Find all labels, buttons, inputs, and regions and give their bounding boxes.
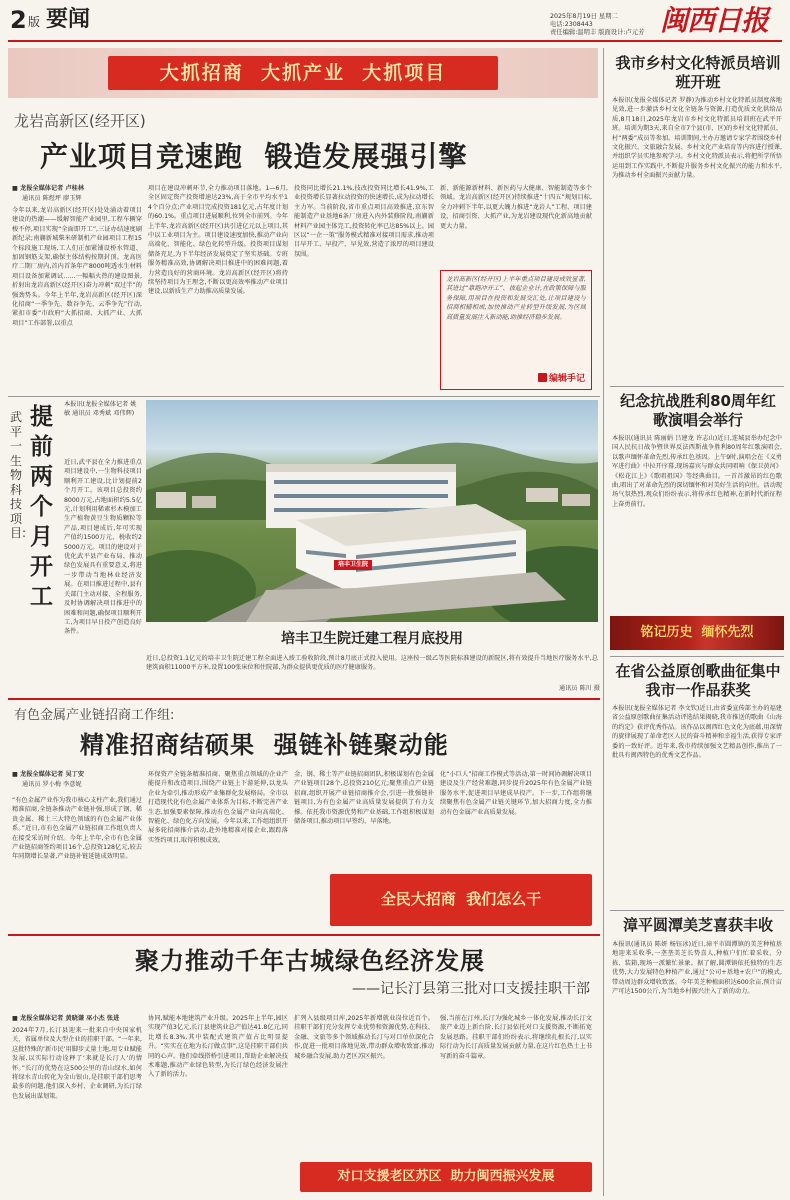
phone-line: 电话:2308443 <box>550 21 593 28</box>
lead-byline-2: 通讯员 陈煜坪 廖玉辉 <box>22 195 82 202</box>
photo-caption-credit: 通讯员 陈川 摄 <box>558 685 600 692</box>
sidebar-vertical-kicker: 武平一生物科技项目: <box>10 410 27 540</box>
mid-rule-2 <box>8 934 600 936</box>
page-suffix: 版 <box>28 15 41 29</box>
green-col-3: 扩列入县级项目库,2025年新增就业岗位近百个。挂职干部们充分发挥专业优势和资源优势,在科技、金融、文旅等多个领域推动长汀与对口单位深化合作,促进一批项目落地见效,带动群众增收致富,推动城乡融合发展,助力老区苏区振兴。 <box>294 1015 434 1060</box>
date-line: 2025年8月19日 星期二 <box>550 13 618 20</box>
editor-note-text: 龙岩高新区(经开区)上半年重点项目建设成效显著,其进过“靠跑冲开工”、拔起企业计,在政策保障与服务保障,用项目在投资和发展交汇处,让项目建设与招商相辅相成,加快推动产业转型升级发展,为区域高质量发展注入新动能,助推经济稳步发展。 <box>446 276 586 321</box>
lead-bottom-rule <box>8 396 600 397</box>
green-byline: ■ 龙报全媒体记者 黄晓谦 巫小杰 张进 <box>12 1015 120 1022</box>
green-banner <box>300 1162 592 1192</box>
masthead <box>0 0 790 44</box>
hospital-photo <box>146 400 598 622</box>
green-col-1: 2024年7月,长汀县迎来一批来自中央国家机关、省属单位及大型企业的挂职干部。“一年来,这批特殊的‘新市民’用脚步丈量土地,用专业赋能发展,以实际行动诠释了‘来就是长汀人’的情怀。”长汀的优势在这500公里的青山绿水,如何将绿水青山转化为金山银山,是挂职干部们思考最多的问题,他们深入乡村、企业调研,为长汀绿色发展出谋划策。 <box>12 1027 142 1100</box>
hospital-photo-art <box>146 400 598 622</box>
sidebar-body-top: 近日,武平县在全力推进重点项目建设中,一生物科技项目顺利开工建设,比计划提前2个月开工。该项目总投资约8000万元,占地面积约5.5亿元,计划利用稀素杉木模加工生产植物黄豆生物质颗粒等产品,项目建成后,年可实现产值约1500万元、税收约25000万元。项目的建设对于优化武平县产业布局、推动绿色发展具有重要意义,将进一步带动当地林业经济发展。在项目推进过程中,县有关部门主动对接、全程服务,及时协调解决项目推进中的困难和问题,确保项目顺利开工,为项目早日投产创造良好条件。 <box>64 459 142 636</box>
mid-rule-1 <box>8 698 600 700</box>
metals-byline-1: ■ 龙报全媒体记者 吴丁安 <box>12 771 85 778</box>
lead-col-4: 新、新能源新材料、新医药与大健康、智能制造等多个领域。龙岩高新区(经开区)持续推进“十四五”规划目标,全力冲刺下半年,以更大魄力推进“龙岩人”工程、项目建设、招商引资、大抓产业,为龙岩建设现代化新高地贡献更大力量。 <box>440 185 592 230</box>
green-subhead: ——记长汀县第三批对口支援挂职干部 <box>352 981 590 997</box>
right-story4-body: 本报讯(通讯员 陈妍 杨钰冰)近日,漳平市圆潭镇的美芝种植基地迎来采收季,一垄垄美芝长势喜人,种植户们忙着采收、分拣、装箱,现场一派繁忙景象。据了解,圆潭镇依托独特的生态优势,大力发展特色种植产业,通过“公司+基地+农户”的模式,带动周边群众增收致富。今年美芝种植面积达600余亩,预计亩产可达1500公斤,为当地乡村振兴注入了新的动力。 <box>612 941 782 996</box>
lead-kicker: 龙岩高新区(经开区) <box>14 112 146 130</box>
metals-kicker: 有色金属产业链招商工作组: <box>14 708 175 723</box>
right-rule-3 <box>610 910 784 911</box>
section-title: 要闻 <box>46 7 91 32</box>
metals-col-1: “有色金属产业作为我市核心支柱产业,我们通过精准招商,全链条推动产业链补强,形成了钢、稀贵金属、稀土三大特色领域的有色金属产业体系。”近日,市有色金属产业链招商工作组负责人在接受采访时介绍。今年上半年,全市有色金属产业链招商签约项目16个,总投资128亿元,较去年同期增长显著,产业链补链延链成效明显。 <box>12 797 142 861</box>
metals-banner <box>330 874 592 926</box>
green-col-2: 协同,赋能本地建筑产业升级。2025年上半年,园区实现产值3亿元,长汀县建筑业总产值达41.8亿元,同比增长8.3%,其中装配式建筑产值占比明显提升。“实实在在地为长汀做点事”,这是挂职干部们共同的心声。他们牵线搭桥引进项目,帮助企业解决技术难题,推动产业绿色转型,为长汀绿色经济发展注入了新的活力。 <box>148 1015 288 1079</box>
editor-note-sign: 编辑手记 <box>538 373 585 385</box>
memorial-photo <box>610 616 784 650</box>
lead-byline-1: ■ 龙报全媒体记者 卢桂林 <box>12 185 85 192</box>
metals-banner-text: 全民大招商 我们怎么干 <box>380 890 542 908</box>
right-column-divider <box>603 48 604 1196</box>
metals-col-3: 金、钢、稀土等产业链招商团队,积极谋划有色金属产业链项目28个,总投资210亿元;聚焦重点产业链招商,组织开展产业链招商推介会,引进一批强链补链项目,为有色金属产业高质量发展提供了有力支撑。依托我市资源优势和产业基础,工作组积极谋划储备项目,推动项目早签约、早落地。 <box>294 771 434 826</box>
right-story4-title: 漳平圆潭美芝喜获丰收 <box>622 916 773 934</box>
right-rule-2 <box>610 656 784 657</box>
pen-icon <box>538 373 547 382</box>
green-banner-text: 对口支援老区苏区 助力闽西振兴发展 <box>337 1169 555 1184</box>
page-number: 2 <box>10 6 27 34</box>
right-rule-1 <box>610 386 784 387</box>
metals-col-4: 化“小巨人”招商工作模式等活动,第一时间协调解决项目建设及生产经营难题,同步提升2025年有色金属产业链服务水平,促进项目早建成早投产。下一步,工作组将继续聚焦有色金属产业链关键环节,加大招商力度,全力推动有色金属产业高质量发展。 <box>440 771 592 816</box>
right-story1-body: 本报讯(龙报全媒体记者 罗静)为推动乡村文化特派员制度落地见效,进一步激活乡村文化全链条与资源,打造优质文化供给品质,8月18日,2025年龙岩市乡村文化特派员培训班在武平开班。培训为期3天,来自全市7个县(市、区)的乡村文化特派员、村“两委”成员等参加。培训期间,主办方邀请专家学者围绕乡村文化振兴、文旅融合发展、乡村文化产业培育等内容进行授课,并组织学员实地参观学习。乡村文化特派员表示,将把所学所悟运用到工作实践中,不断提升服务乡村文化振兴的能力和水平,为推动乡村全面振兴贡献力量。 <box>612 97 782 180</box>
right-story3-body: 本报讯(龙报全媒体记者 李文钦)近日,由省委宣传部主办的福建省公益原创歌曲征集活动评选结果揭晓,我市推送的歌曲《山海的约定》获评优秀作品。该作品以闽西红色文化为底蕴,用深情的旋律展现了革命老区人民的奋斗精神和幸福生活,获得专家评委的一致好评。近年来,我市持续加强文艺精品创作,推出了一批具有闽西特色的优秀文艺作品。 <box>612 705 782 760</box>
editor-note-box <box>440 270 592 390</box>
sidebar-headline: 提前两个月开工 <box>30 404 53 610</box>
photo-caption-headline: 培丰卫生院迁建工程月底投用 <box>281 631 463 647</box>
editor-line: 责任编辑:温明丰 版面设计:卢元芳 <box>550 29 645 36</box>
right-story3-title: 在省公益原创歌曲征集中我市一作品获奖 <box>615 662 781 699</box>
metals-headline: 精准招商结硕果 强链补链聚动能 <box>80 731 449 759</box>
top-banner <box>8 48 598 98</box>
green-col-4: 强,当前在汀州,长汀为强化城乡一体化发展,推动长汀文旅产业迈上新台阶,长汀县依托对口支援资源,不断拓宽发展思路。挂职干部们纷纷表示,将继续扎根长汀,以实际行动为长汀高质量发展贡献力量,在这片红色热土上书写新的奋斗篇章。 <box>440 1015 592 1060</box>
photo-caption-body: 近日,总投资1.1亿元的培丰卫生院迁建工程全面进入竣工验收阶段,预计8月底正式投入使用。这座按一级乙等医院标准建设的新院区,将有效提升当地医疗服务水平,总建筑面积11000平方米,设置100张床位和住院部,为群众提供更优质的医疗健康服务。 <box>146 655 598 672</box>
lead-col-3: 投资同比增长21.1%,技改投资同比增长41.9%,工业投资增长显著拉动投资的快速增长,成为拉动增长主力军。当前阶段,省市重点项目高效推进,京东智能制造产业基地6条厂房进入内外装修阶段,南蒯新材料产业园主体完工,投资转化率已达85%以上。园区以“一企一策”服务模式精准对接项目需求,推动项目早开工、早投产、早见效,营造了浓厚的项目建设氛围。 <box>294 185 434 258</box>
memorial-photo-label: 铭记历史 缅怀先烈 <box>640 625 754 640</box>
right-story2-title: 纪念抗战胜利80周年红歌演唱会举行 <box>620 392 776 429</box>
paper-logo: 闽西日报 <box>660 4 769 37</box>
sidebar-byline: 本报讯(龙报全媒体记者 姚敏 通讯员 邓秀斌 邓伟辉) <box>64 401 137 418</box>
metals-col-2: 环保资产全链条精准招商、聚焦重点领域的企业产能提升和改造项目,围绕产业链上下游延伸,以龙头企业为牵引,推动形成产业集群化发展格局。全市以打造现代化有色金属产业体系为目标,不断完善产业生态,加强要素保障,推动有色金属产业向高端化、智能化、绿色化方向发展。今年以来,工作组组织开展多轮招商推介活动,赴外地精准对接企业,跟踪落实签约项目,取得积极成效。 <box>148 771 288 844</box>
right-story2-body: 本报讯(通讯员 陈丽娟 吕建龙 许志山)近日,连城县举办纪念中国人民抗日战争暨世界反法西斯战争胜利80周年红歌演唱会,以歌声缅怀革命先烈,传承红色基因。上午9时,演唱会在《义勇军进行曲》中拉开序幕,现场嘉宾与群众共同唱响《保卫黄河》《松花江上》《歌唱祖国》等经典曲目。一首首激昂的红色歌曲,唱出了对革命先烈的深切缅怀和对美好生活的向往。活动现场气氛热烈,观众们纷纷表示,将传承红色精神,在新时代新征程上奋勇前行。 <box>612 435 782 508</box>
banner-slogan: 大抓招商 大抓产业 大抓项目 <box>159 62 447 84</box>
masthead-rule <box>8 40 782 42</box>
metals-byline-2: 通讯员 罗小梅 李意妮 <box>22 781 82 788</box>
building-sign: 培丰卫生院 <box>337 561 368 568</box>
lead-headline: 产业项目竞速跑 锻造发展强引擎 <box>40 140 468 173</box>
green-headline: 聚力推动千年古城绿色经济发展 <box>135 947 485 975</box>
lead-col-1: 今年以来,龙岩高新区(经开区)处处涌动着项目建设的热潮——缓解智能产业园里,工程车辆穿梭不停,项目实现“全面即开工”,三证办结速度刷新纪录;南蒯新城柴米研制机产业园项目工程15个标段施工现场,工人们正加紧铺设桥水管道、加固钢筋支架,确保主体结构按期封顶。龙高医疗二期厂房内,首内首条年产8000吨透水生材料项目设备加紧调试……一幅幅火热的建设图景,折射出龙岩高新区(经开区)奋力冲刺“双过半”的强劲势头。今年上半年,龙岩高新区(经开区)深化招商“一季争先、数谷争先、云季争先”行动,紧扣市委“市政府”大抓招商、大抓产业、大抓项目”工作部署,以重点 <box>12 207 142 327</box>
right-story1-title: 我市乡村文化特派员培训班开班 <box>615 54 781 91</box>
sidebar-body-bottom <box>12 654 142 694</box>
lead-col-2: 项目在建设冲刺环节,全力推动项目落地。1—6月,全区固定资产投资增速达23%,高于全市平均水平14个百分点;产业项目完成投资181亿元,占年度计划的60.1%。重点项目进展顺利,位列全市前列。今年上半年,龙岩高新区(经开区)共引进亿元以上项目,其中以工业项目为主。项目建设速度加快,推动产业向高端化、智能化、绿色化转型升级。投资项目谋划储备充足,为下半年经济发展奠定了坚实基础。专班服务精准高效,协调解决项目推进中的困难问题,着力营造良好的营商环境。龙岩高新区(经开区)将持续坚持项目为王理念,不断以更高效率推动产业项目建设,以新质生产力助推高质量发展。 <box>148 185 288 296</box>
